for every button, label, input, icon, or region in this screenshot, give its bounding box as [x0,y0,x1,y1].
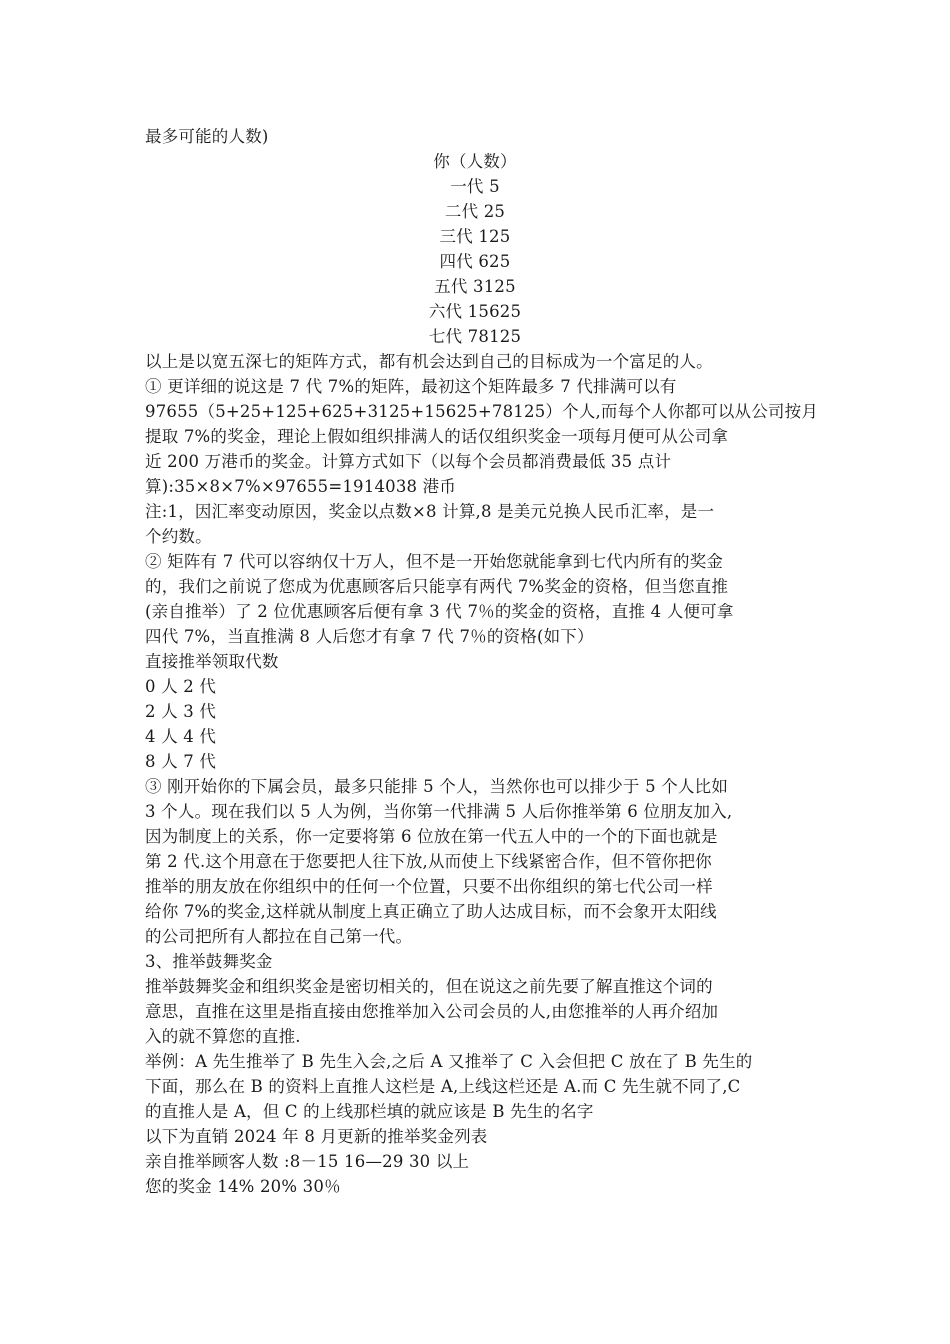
matrix-row: 四代 625 [439,252,511,271]
bonus-table-percent-row: 您的奖金 14% 20% 30％ [145,1177,341,1196]
text-line: 提取 7%的奖金，理论上假如组织排满人的话仅组织奖金一项每月便可从公司拿 [145,427,729,446]
text-line: 因为制度上的关系，你一定要将第 6 位放在第一代五人中的一个的下面也就是 [145,827,718,846]
text-line: 四代 7%，当直推满 8 人后您才有拿 7 代 7％的资格(如下） [145,627,594,646]
text-line: 下面，那么在 B 的资料上直推人这栏是 A,上线这栏还是 A.而 C 先生就不同了,C [145,1077,741,1096]
generation-row: 0 人 2 代 [145,677,217,696]
paragraph-referral-bonus [145,974,810,1149]
document-body [145,124,819,1199]
text-line: 97655（5+25+125+625+3125+15625+78125）个人,而每个人你都可以从公司按月 [145,402,819,421]
matrix-row: 六代 15625 [428,302,522,321]
paragraph-placement [145,774,810,949]
text-line: 3 个人。现在我们以 5 人为例，当你第一代排满 5 人后你推举第 6 位朋友加入, [145,802,733,821]
text-line: ② 矩阵有 7 代可以容纳仅十万人，但不是一开始您就能拿到七代内所有的奖金 [145,552,724,571]
text-line: 以下为直销 2024 年 8 月更新的推举奖金列表 [145,1127,488,1146]
text-line: 的公司把所有人都拉在自己第一代。 [145,927,413,946]
matrix-row: 一代 5 [450,177,500,196]
matrix-table-header: 你（人数） [433,152,517,171]
text-line: 给你 7%的奖金,这样就从制度上真正确立了助人达成目标，而不会象开太阳线 [145,902,717,921]
text-line: 以上是以宽五深七的矩阵方式，都有机会达到自己的目标成为一个富足的人。 [145,352,713,371]
intro-fragment: 最多可能的人数) [145,127,269,146]
text-line: 的直推人是 A，但 C 的上线那栏填的就应该是 B 先生的名字 [145,1102,594,1121]
matrix-row: 七代 78125 [428,327,522,346]
text-line: 意思，直推在这里是指直接由您推举加入公司会员的人,由您推举的人再介绍加 [145,1002,719,1021]
text-line: 注:1，因汇率变动原因，奖金以点数×8 计算,8 是美元兑换人民币汇率，是一 [145,502,715,521]
matrix-table [145,149,810,349]
generation-table [145,649,810,774]
paragraph-matrix-explanation [145,349,819,649]
matrix-row: 五代 3125 [434,277,516,296]
bonus-table-count-row: 亲自推举顾客人数 :8－15 16—29 30 以上 [145,1152,470,1171]
text-line: ① 更详细的说这是 7 代 7%的矩阵，最初这个矩阵最多 7 代排满可以有 [145,377,677,396]
generation-row: 2 人 3 代 [145,702,217,721]
text-line: 推举鼓舞奖金和组织奖金是密切相关的，但在说这之前先要了解直推这个词的 [145,977,713,996]
text-line: ③ 刚开始你的下属会员，最多只能排 5 个人，当然你也可以排少于 5 个人比如 [145,777,729,796]
matrix-row: 二代 25 [444,202,506,221]
text-line: 个约数。 [145,527,212,546]
generation-row: 8 人 7 代 [145,752,217,771]
text-line: 举例：A 先生推举了 B 先生入会,之后 A 又推举了 C 入会但把 C 放在了 B 先生的 [145,1052,753,1071]
bonus-table [145,1149,810,1199]
text-line: 近 200 万港币的奖金。计算方式如下（以每个会员都消费最低 35 点计 [145,452,672,471]
text-line: 的，我们之前说了您成为优惠顾客后只能享有两代 7%奖金的资格，但当您直推 [145,577,729,596]
text-line: 算):35×8×7%×97655=1914038 港币 [145,477,457,496]
generation-row: 4 人 4 代 [145,727,217,746]
section-heading: 3、推举鼓舞奖金 [145,952,273,971]
text-line: 第 2 代.这个用意在于您要把人往下放,从而使上下线紧密合作，但不管你把你 [145,852,712,871]
text-line: 入的就不算您的直推. [145,1027,301,1046]
generation-table-header: 直接推举领取代数 [145,652,279,671]
text-line: 推举的朋友放在你组织中的任何一个位置，只要不出你组织的第七代公司一样 [145,877,713,896]
matrix-row: 三代 125 [439,227,511,246]
text-line: (亲自推举）了 2 位优惠顾客后便有拿 3 代 7％的奖金的资格，直推 4 人便可拿 [145,602,734,621]
